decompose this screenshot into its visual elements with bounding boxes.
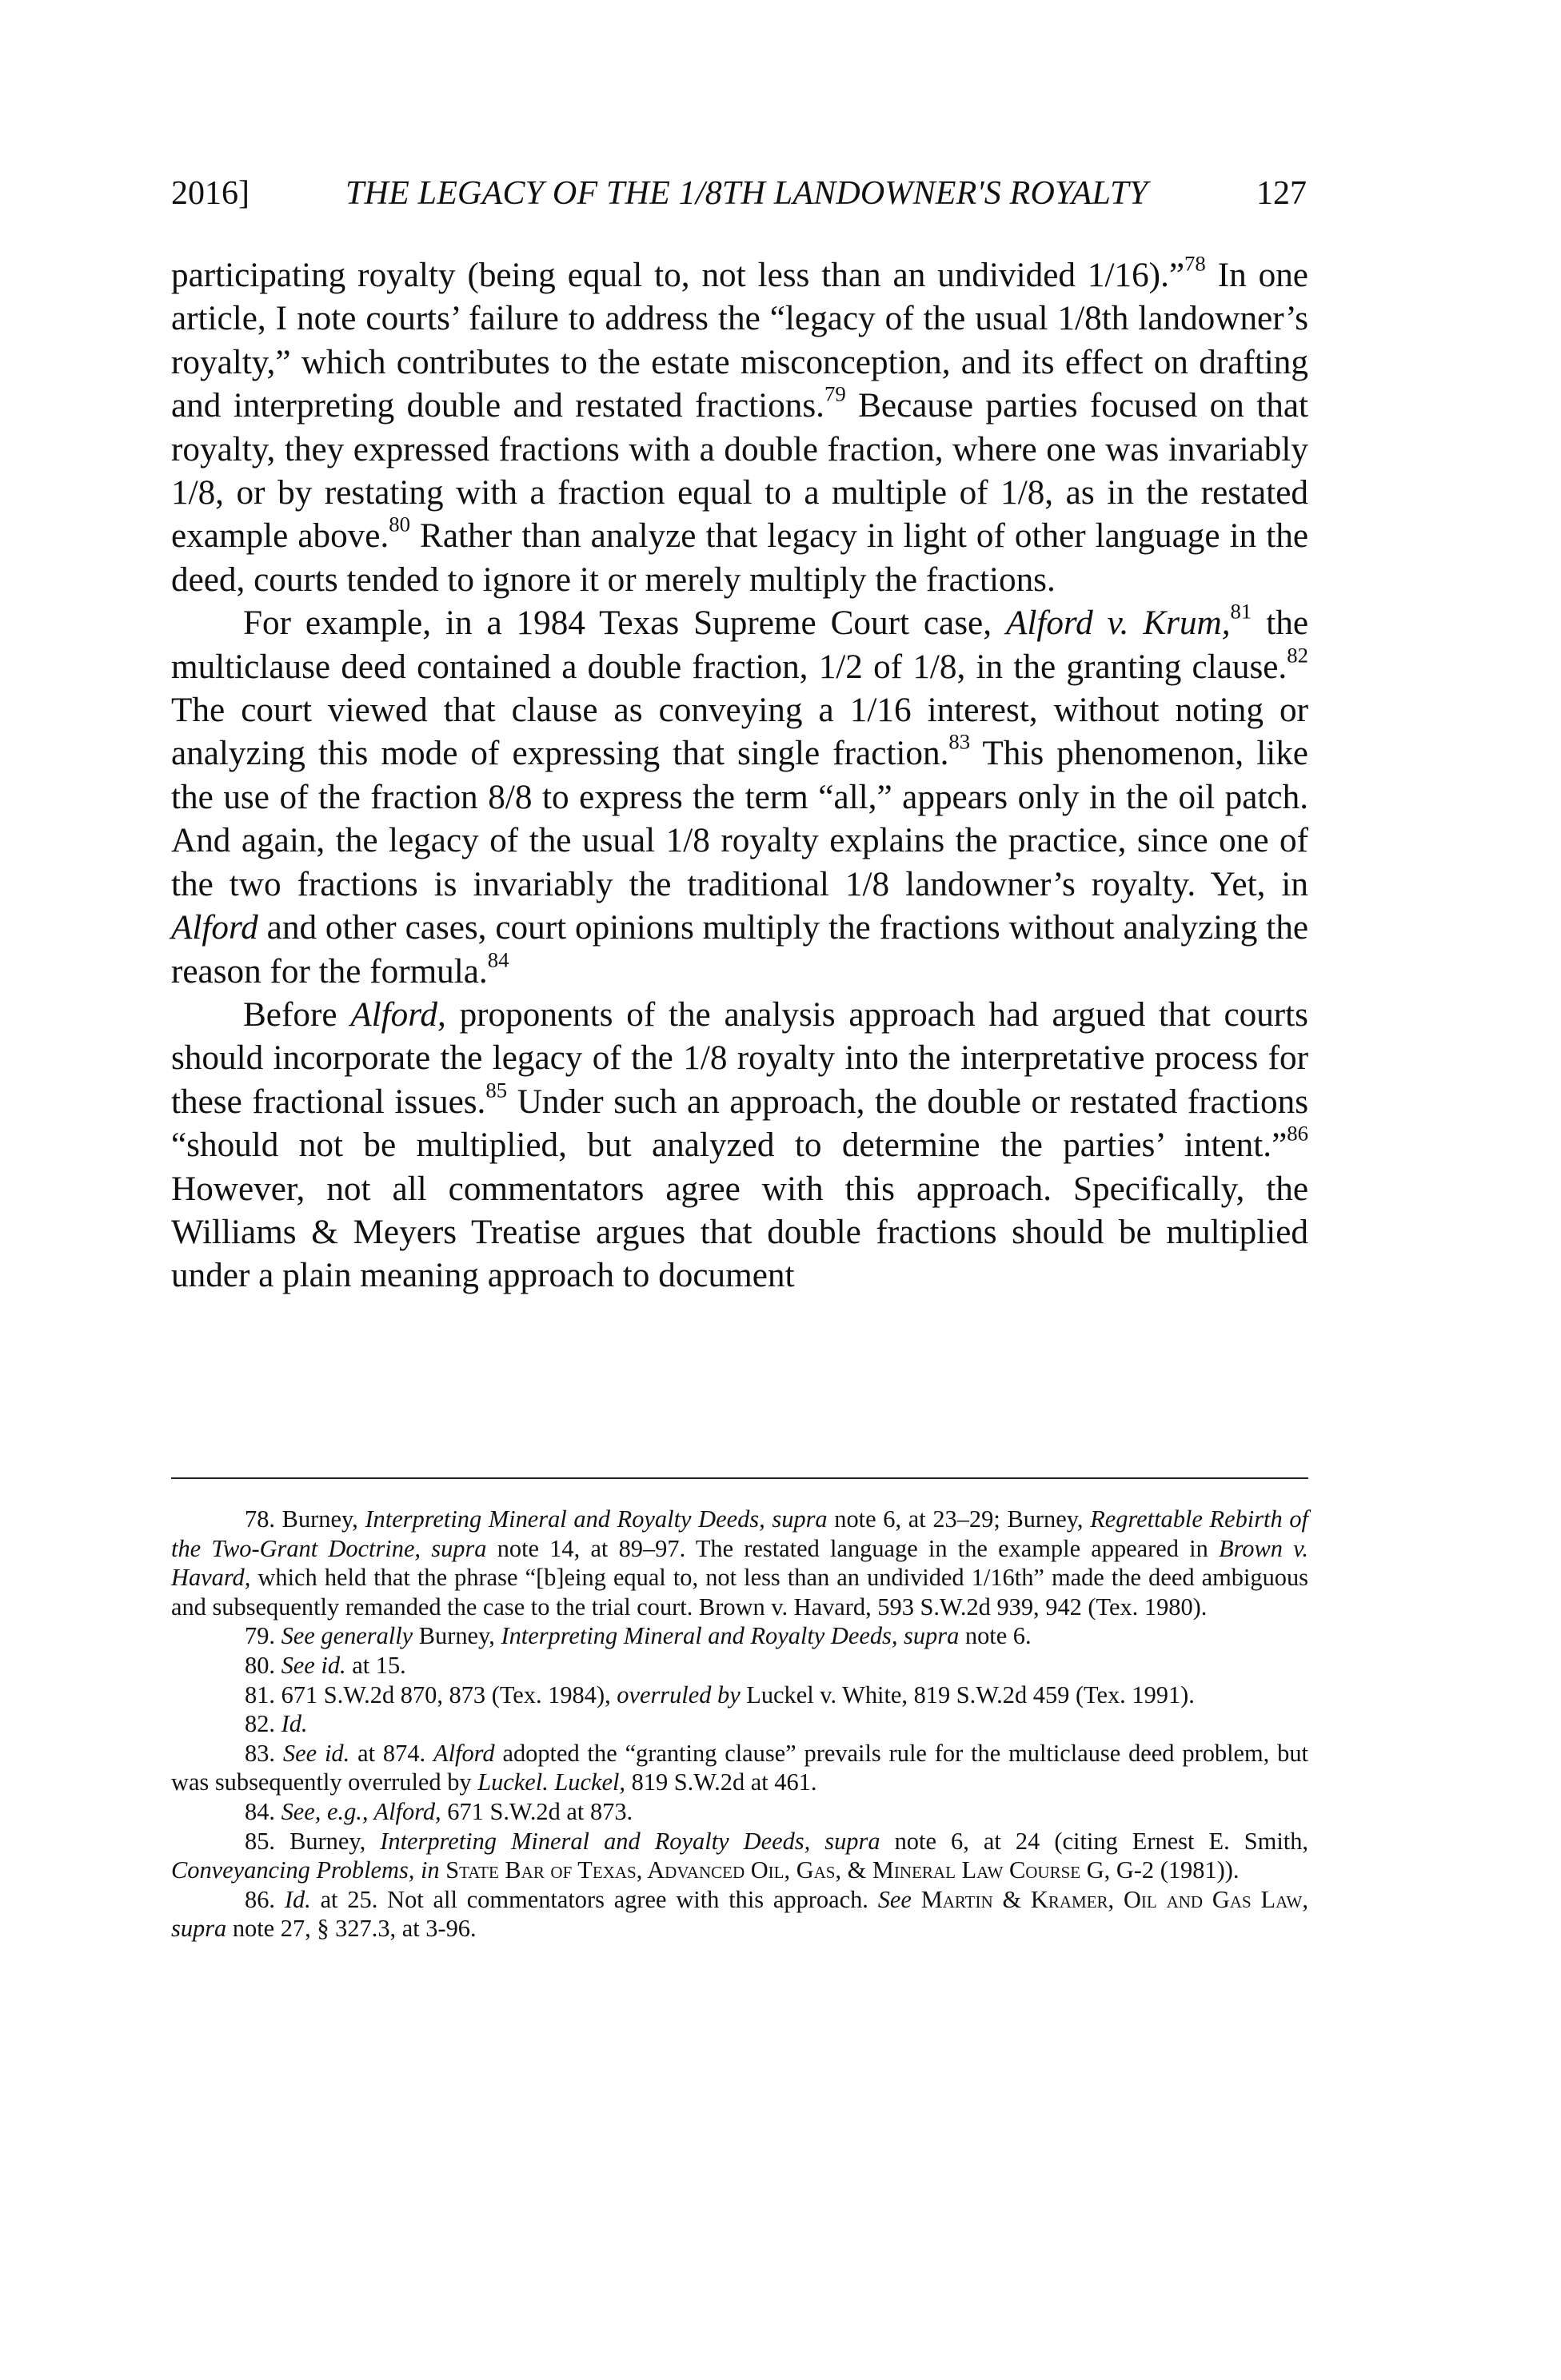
- footnote-ref-80: 80: [389, 512, 411, 537]
- paragraph-2: For example, in a 1984 Texas Supreme Court case, Alford v. Krum,$^{81}$ the multiclause deed contained a double fraction, 1/2 of 1/8, in the granting clause.$^{82}$ The court viewed that clause as conveying a 1/16 interest, without noting or analyzing this mode of expressing that single fraction.$^{83}$ This phenomenon, like the use of the fraction 8/8 to express the term “all,” appears only in the oil patch. And again, the legacy of the usual 1/8 royalty explains the practice, since one of the two fractions is invariably the traditional 1/8 landowner’s royalty. Yet, in Alford and other cases, court opinions multiply the fractions without analyzing the reason for the formula.$^{84}$: [171, 599, 1308, 991]
- header-article-title: THE LEGACY OF THE 1/8TH LANDOWNER'S ROYALTY: [345, 175, 1148, 212]
- footnote-85: 85. Burney, Interpreting Mineral and Royalty Deeds, supra note 6, at 24 (citing Ernest E. Smith, Conveyancing Problems, in State Bar of Texas, Advanced Oil, Gas, & Mineral Law Course G, G-2 (1981)).: [171, 1827, 1308, 1884]
- footnote-78: 78. Burney, Interpreting Mineral and Royalty Deeds, supra note 6, at 23–29; Burney, Regrettable Rebirth of the Two-Grant Doctrine, supra note 14, at 89–97. The restated language in the example appeared in Brown v. Havard, which held that the phrase “[b]eing equal to, not less than an undivided 1/16th” made the deed ambiguous and subsequently remanded the case to the trial court. Brown v. Havard, 593 S.W.2d 939, 942 (Tex. 1980).: [171, 1505, 1308, 1621]
- page-number: 127: [1256, 175, 1307, 212]
- footnote-84: 84. See, e.g., Alford, 671 S.W.2d at 873.: [245, 1797, 633, 1825]
- footnote-divider: [171, 1477, 1308, 1479]
- case-name-alford: Alford,: [350, 995, 446, 1034]
- case-name-alford-v-krum: Alford v. Krum,: [1005, 604, 1231, 643]
- running-header: [171, 169, 1318, 217]
- footnote-ref-84: 84: [487, 947, 509, 972]
- footnote-ref-81: 81: [1230, 599, 1252, 624]
- paragraph-1: participating royalty (being equal to, not less than an undivided 1/16).”$^{78}$ In one article, I note courts’ failure to address the “legacy of the usual 1/8th landowner’s royalty,” which contributes to the estate misconception, and its effect on drafting and interpreting double and restated fractions.$^{79}$ Because parties focused on that royalty, they expressed fractions with a double fraction, where one was invariably 1/8, or by restating with a fraction equal to a multiple of 1/8, as in the restated example above.$^{80}$ Rather than analyze that legacy in light of other language in the deed, courts tended to ignore it or merely multiply the fractions.: [171, 251, 1309, 599]
- footnotes: [171, 1505, 1308, 1943]
- footnote-ref-79: 79: [824, 381, 846, 406]
- paragraph-3: Before Alford, proponents of the analysis approach had argued that courts should incorporate the legacy of the 1/8 royalty into the interpretative process for these fractional issues.$^{85}$ Under such an approach, the double or restated fractions “should not be multiplied, but analyzed to determine the parties’ intent.”$^{86}$ However, not all commentators agree with this approach. Specifically, the Williams & Meyers Treatise argues that double fractions should be multiplied under a plain meaning approach to document: [171, 995, 1309, 1295]
- header-volume-year: 2016]: [171, 175, 250, 212]
- footnote-79: 79. See generally Burney, Interpreting Mineral and Royalty Deeds, supra note 6.: [245, 1622, 1032, 1650]
- footnote-ref-83: 83: [948, 730, 971, 755]
- footnote-82: 82. Id.: [245, 1710, 308, 1738]
- case-name-alford: Alford: [171, 909, 258, 947]
- footnote-81: 81. 671 S.W.2d 870, 873 (Tex. 1984), overruled by Luckel v. White, 819 S.W.2d 459 (Tex. 1991).: [245, 1680, 1195, 1708]
- footnote-ref-86: 86: [1287, 1121, 1308, 1146]
- footnote-83: 83. See id. at 874. Alford adopted the “granting clause” prevails rule for the multiclause deed problem, but was subsequently overruled by Luckel. Luckel, 819 S.W.2d at 461.: [171, 1739, 1308, 1796]
- footnote-ref-78: 78: [1184, 251, 1206, 276]
- main-text: [171, 251, 1309, 1298]
- footnote-ref-85: 85: [485, 1078, 508, 1102]
- footnote-86: 86. Id. at 25. Not all commentators agree with this approach. See Martin & Kramer, Oil and Gas Law, supra note 27, § 327.3, at 3-96.: [171, 1885, 1308, 1943]
- footnote-80: 80. See id. at 15.: [245, 1651, 406, 1679]
- footnote-ref-82: 82: [1287, 643, 1308, 668]
